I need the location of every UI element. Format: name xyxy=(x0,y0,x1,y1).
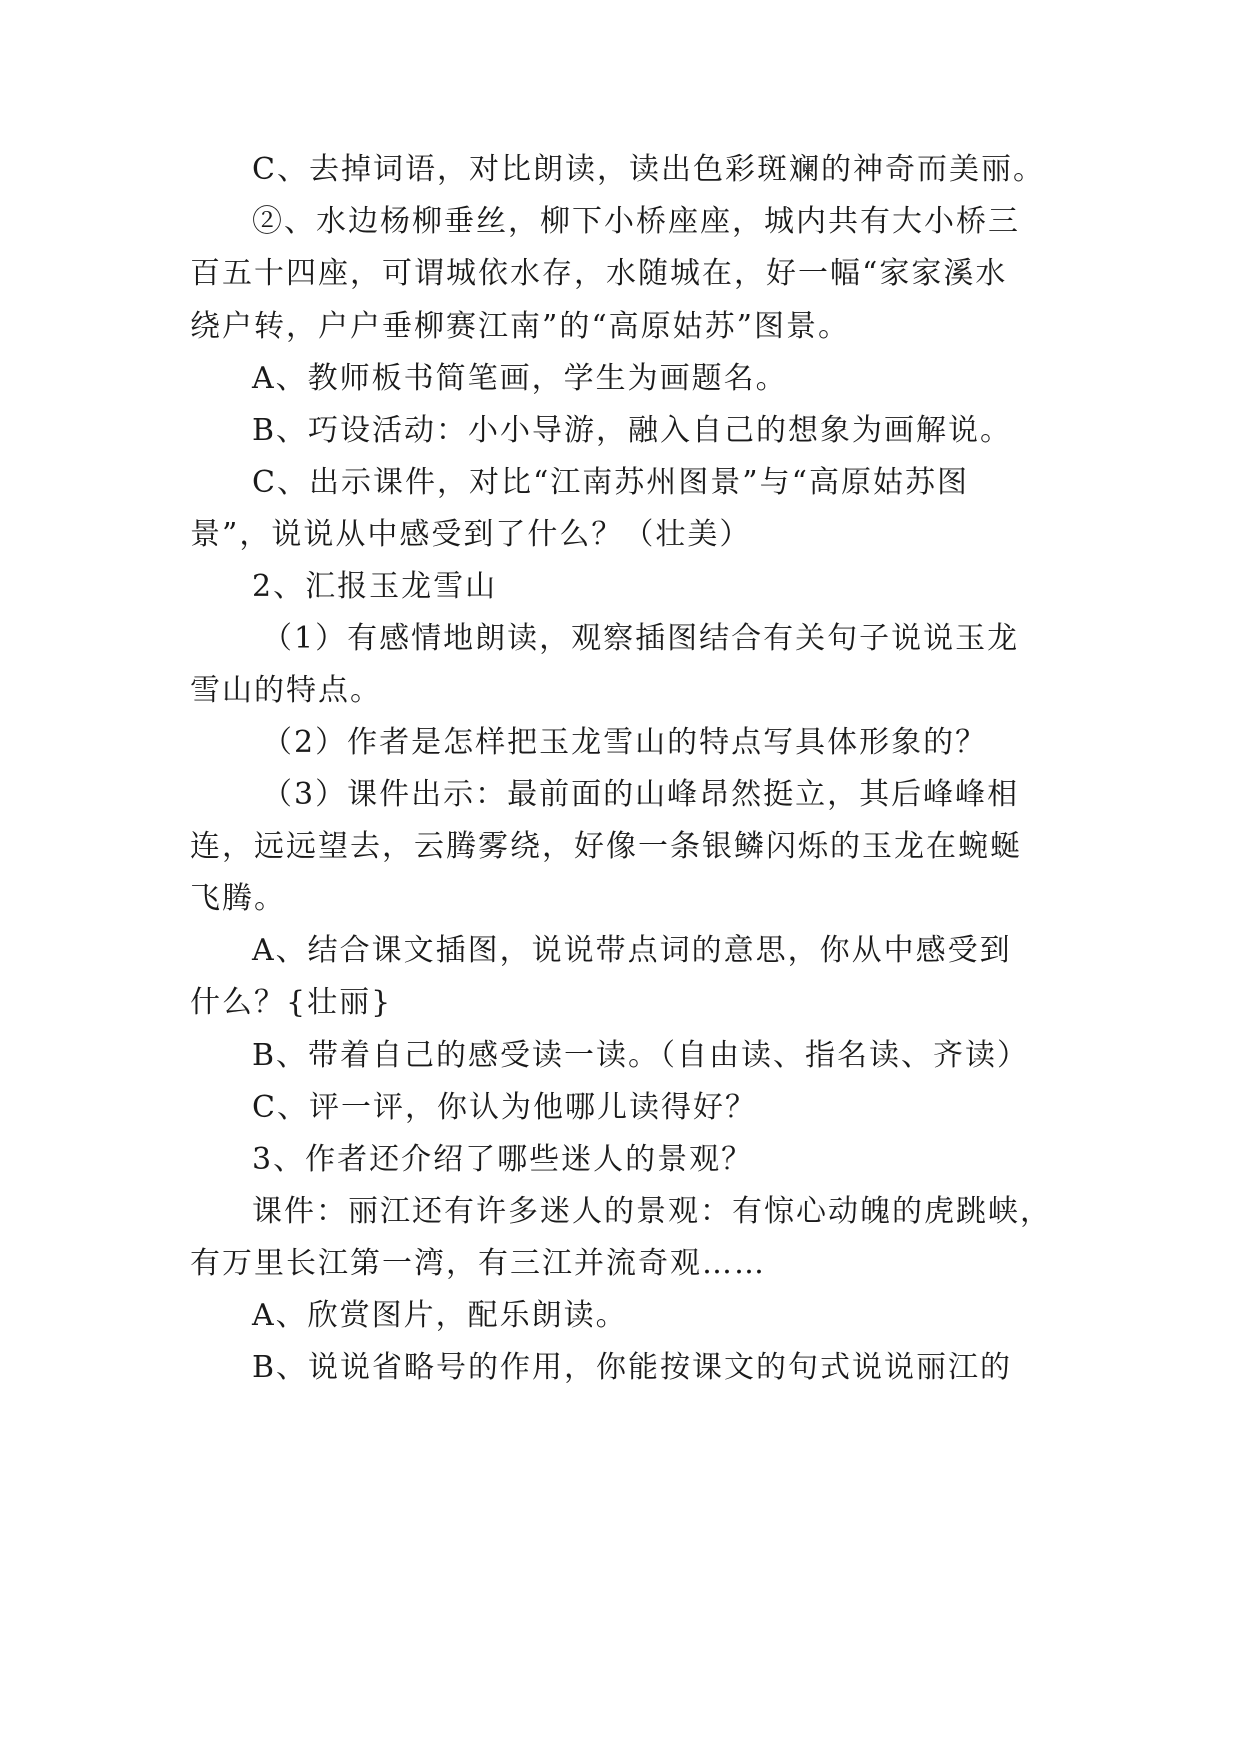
text-line-7: C、出示课件，对比“江南苏州图景”与“高原姑苏图 xyxy=(252,465,969,500)
text-line-1: C、去掉词语，对比朗读，读出色彩斑斓的神奇而美丽。 xyxy=(252,152,1045,187)
text-line-12: （2）作者是怎样把玉龙雪山的特点写具体形象的？ xyxy=(262,725,988,760)
text-line-14: 连，远远望去，云腾雾绕，好像一条银鳞闪烁的玉龙在蜿蜒 xyxy=(190,829,1022,864)
text-line-22: 有万里长江第一湾，有三江并流奇观…… xyxy=(190,1246,766,1281)
text-line-8: 景”，说说从中感受到了什么？（壮美） xyxy=(190,517,752,552)
text-line-20: 3、作者还介绍了哪些迷人的景观？ xyxy=(252,1142,754,1177)
text-line-16: A、结合课文插图，说说带点词的意思，你从中感受到 xyxy=(252,933,1012,968)
text-line-11: 雪山的特点。 xyxy=(190,673,382,708)
text-line-18: B、带着自己的感受读一读。（自由读、指名读、齐读） xyxy=(252,1038,1030,1073)
text-line-6: B、巧设活动：小小导游，融入自己的想象为画解说。 xyxy=(252,413,1013,448)
text-line-17: 什么？{壮丽} xyxy=(190,985,393,1020)
text-line-23: A、欣赏图片，配乐朗读。 xyxy=(252,1298,628,1333)
text-line-21: 课件：丽江还有许多迷人的景观：有惊心动魄的虎跳峡， xyxy=(252,1194,1052,1229)
text-line-9: 2、汇报玉龙雪山 xyxy=(252,569,498,604)
text-line-4: 绕户转，户户垂柳赛江南”的“高原姑苏”图景。 xyxy=(190,309,851,344)
text-line-15: 飞腾。 xyxy=(190,881,286,916)
text-line-13: （3）课件出示：最前面的山峰昂然挺立，其后峰峰相 xyxy=(262,777,1020,812)
text-line-2: ②、水边杨柳垂丝，柳下小桥座座，城内共有大小桥三 xyxy=(252,204,1020,239)
text-line-3: 百五十四座，可谓城依水存，水随城在，好一幅“家家溪水 xyxy=(190,256,1008,291)
text-line-19: C、评一评，你认为他哪儿读得好？ xyxy=(252,1090,757,1125)
text-line-10: （1）有感情地朗读，观察插图结合有关句子说说玉龙 xyxy=(262,621,1020,656)
text-line-5: A、教师板书简笔画，学生为画题名。 xyxy=(252,361,788,396)
text-line-24: B、说说省略号的作用，你能按课文的句式说说丽江的 xyxy=(252,1350,1013,1385)
